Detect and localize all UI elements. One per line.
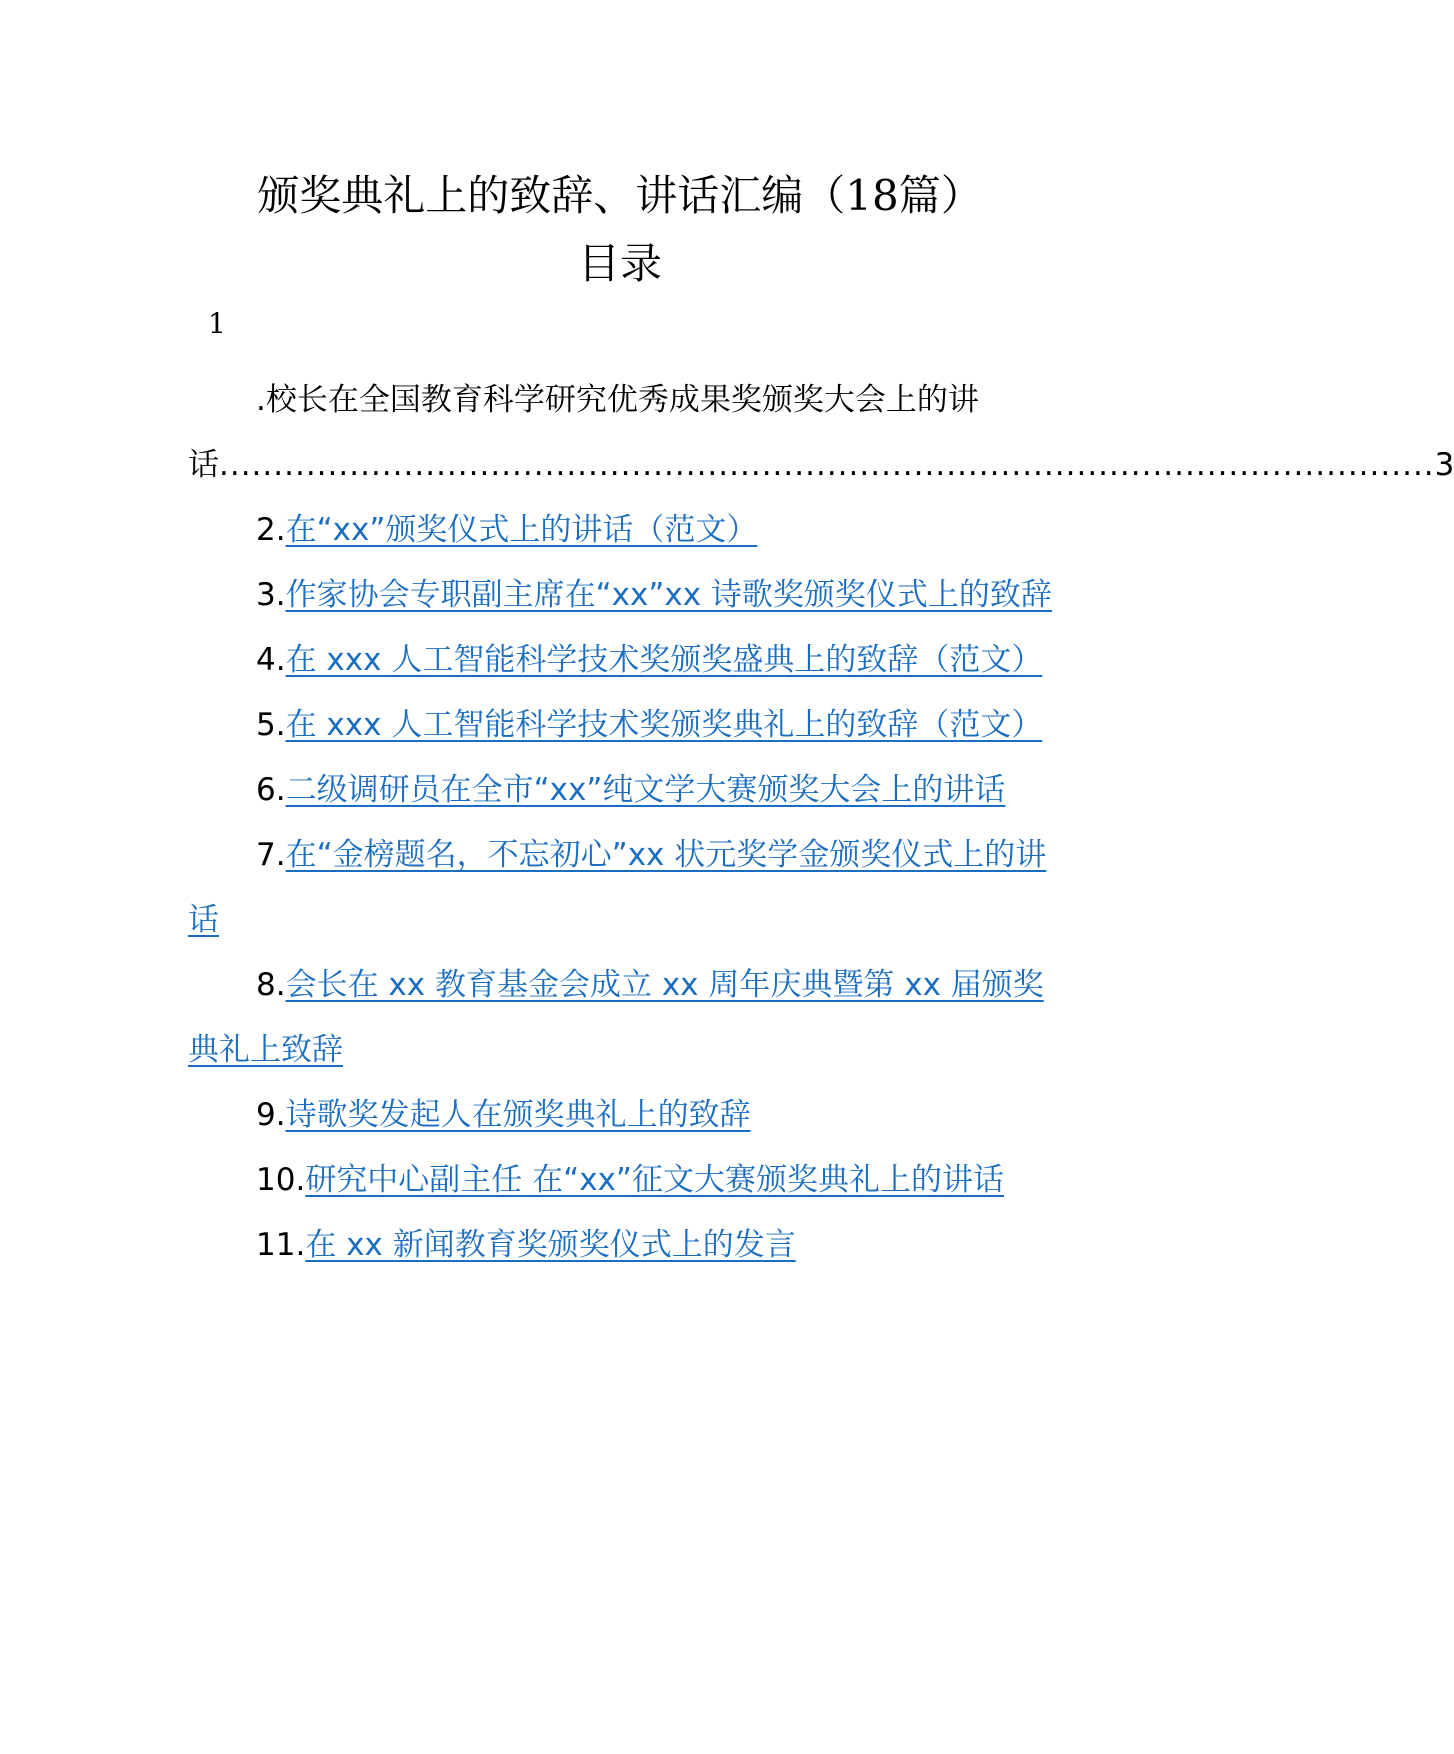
toc-entry-8	[188, 953, 1058, 1083]
toc-entry-9	[188, 1083, 1058, 1148]
table-of-contents	[188, 368, 1454, 1278]
toc-entry-4	[188, 628, 1058, 693]
document-title	[0, 168, 1240, 224]
toc-entry-number: 3.	[256, 577, 286, 613]
toc-entry-link[interactable]: 二级调研员在全市“xx”纯文学大赛颁奖大会上的讲话	[285, 772, 1006, 808]
toc-entry-1[interactable]	[188, 368, 1454, 498]
document-title-number: 18	[845, 171, 899, 220]
toc-entry-link[interactable]: 在 xxx 人工智能科学技术奖颁奖典礼上的致辞（范文）	[285, 707, 1043, 743]
toc-entry-number: 9.	[256, 1097, 286, 1133]
toc-entry-number: 6.	[256, 772, 286, 808]
toc-entry-1-title-line2	[188, 433, 1454, 498]
toc-entry-number: 10.	[256, 1162, 306, 1198]
toc-entry-number: 5.	[256, 707, 286, 743]
toc-entry-1-title-line1: .校长在全国教育科学研究优秀成果奖颁奖大会上的讲	[256, 382, 979, 418]
toc-entry-link[interactable]: 在 xxx 人工智能科学技术奖颁奖盛典上的致辞（范文）	[285, 642, 1043, 678]
toc-entry-10	[188, 1148, 1058, 1213]
toc-entry-link[interactable]: 作家协会专职副主席在“xx”xx 诗歌奖颁奖仪式上的致辞	[285, 577, 1052, 613]
toc-entry-link[interactable]: 在“xx”颁奖仪式上的讲话（范文）	[285, 512, 758, 548]
toc-entry-6	[188, 758, 1058, 823]
toc-entry-link[interactable]: 会长在 xx 教育基金会成立 xx 周年庆典暨第 xx 届颁奖典礼上致辞	[188, 967, 1044, 1068]
document-title-text: 颁奖典礼上的致辞、讲话汇编（	[257, 171, 846, 220]
document-title-suffix: 篇）	[898, 171, 983, 220]
toc-entry-link[interactable]: 在 xx 新闻教育奖颁奖仪式上的发言	[305, 1227, 796, 1263]
toc-entry-11	[188, 1213, 1058, 1278]
toc-entry-1-title-end: 话	[188, 447, 219, 483]
toc-entry-number: 2.	[256, 512, 286, 548]
toc-leader-dots: ................................................................................................................	[219, 447, 1435, 483]
toc-entry-2	[188, 498, 1058, 563]
toc-entry-number: 7.	[256, 837, 286, 873]
toc-entry-link[interactable]: 诗歌奖发起人在颁奖典礼上的致辞	[285, 1097, 751, 1133]
page-marker: 1	[208, 307, 226, 340]
toc-entry-5	[188, 693, 1058, 758]
toc-entry-1-page-number: 3	[1434, 447, 1454, 483]
toc-entry-number: 8.	[256, 967, 286, 1003]
toc-heading: 目录	[577, 239, 662, 288]
toc-entry-3	[188, 563, 1058, 628]
toc-entry-link[interactable]: 在“金榜题名，不忘初心”xx 状元奖学金颁奖仪式上的讲话	[188, 837, 1047, 938]
toc-entry-7	[188, 823, 1058, 953]
toc-entry-number: 11.	[256, 1227, 306, 1263]
toc-entry-link[interactable]: 研究中心副主任 在“xx”征文大赛颁奖典礼上的讲话	[305, 1162, 1004, 1198]
toc-entry-number: 4.	[256, 642, 286, 678]
